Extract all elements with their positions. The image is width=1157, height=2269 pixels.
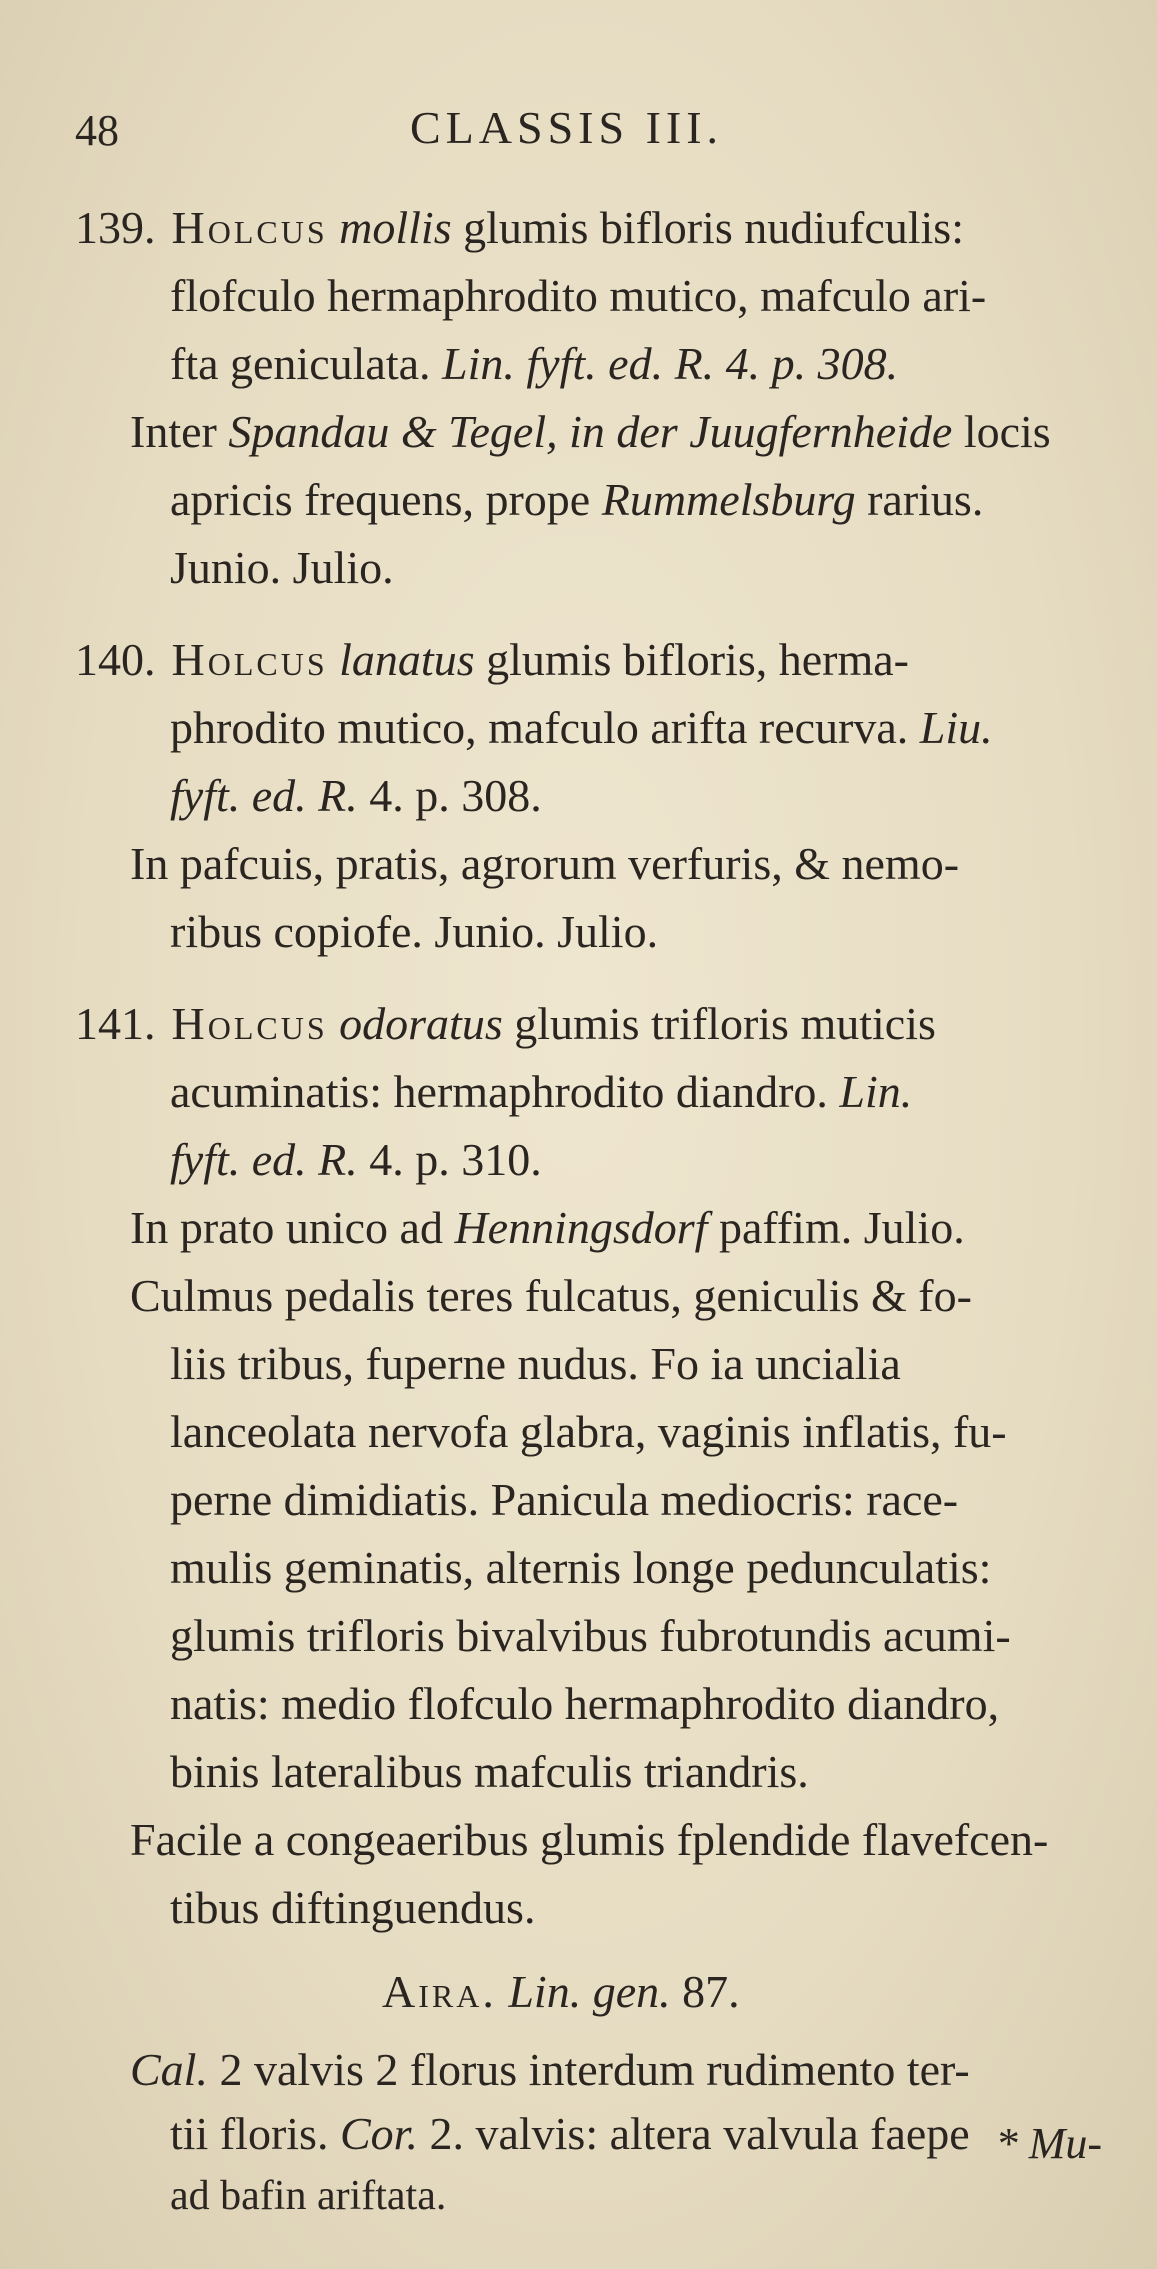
habitat-line: ribus copiofe. Junio. Julio.: [170, 906, 659, 957]
habitat-text: apricis frequens, prope: [170, 474, 591, 525]
entry-number: 139.: [75, 202, 156, 253]
note-line: tibus diftinguendus.: [170, 1882, 536, 1933]
entry-heading: [75, 634, 909, 685]
place-name: Rummelsburg: [601, 474, 856, 525]
diagnosis-line: [170, 702, 993, 753]
running-head: CLASSIS III.: [410, 102, 724, 153]
habitat-line: [170, 474, 984, 525]
note-line: Facile a congeaeribus glumis fplendide flavefcen-: [130, 1814, 1049, 1865]
genus-description-line: [130, 2044, 970, 2095]
calyx-label: Cal.: [130, 2044, 208, 2095]
page-number: 48: [75, 106, 119, 155]
description-line: binis lateralibus mafculis triandris.: [170, 1746, 809, 1797]
entry-number: 141.: [75, 998, 156, 1049]
diagnosis-line: [170, 338, 899, 389]
genus-name: Holcus: [171, 202, 328, 253]
habitat-line: [130, 1202, 965, 1253]
description-line: natis: medio flofculo hermaphrodito diandro,: [170, 1678, 1000, 1729]
genus-name: Holcus: [171, 634, 328, 685]
diagnosis-text: acuminatis: hermaphrodito diandro.: [170, 1066, 828, 1117]
genus-name: Holcus: [171, 998, 328, 1049]
diagnosis-text: phrodito mutico, mafculo arifta recurva.: [170, 702, 909, 753]
species-name: odoratus: [339, 998, 503, 1049]
genus-description-line: ad bafin ariftata.: [170, 2173, 447, 2219]
habitat-text: paffim. Julio.: [718, 1202, 965, 1253]
place-names: Spandau & Tegel, in der Juugfernheide: [228, 406, 953, 457]
habitat-text: rarius.: [867, 474, 984, 525]
description-line: liis tribus, fuperne nudus. Fo ia uncialia: [170, 1338, 901, 1389]
diagnosis-line: flofculo hermaphrodito mutico, mafculo ari-: [170, 270, 987, 321]
genus-heading: [382, 1966, 740, 2017]
reference-line: [170, 770, 542, 821]
reference-text: Liu.: [919, 702, 993, 753]
reference-line: [170, 1134, 542, 1185]
entry-number: 140.: [75, 634, 156, 685]
reference-text: Lin. fyft. ed. R. 4. p. 308.: [442, 338, 899, 389]
description-line: perne dimidiatis. Panicula mediocris: race-: [170, 1474, 959, 1525]
catchword-text: * Mu-: [995, 2119, 1102, 2168]
genus-description-text: tii floris.: [170, 2108, 329, 2159]
description-line: glumis trifloris bivalvibus fubrotundis acumi-: [170, 1610, 1011, 1661]
habitat-text: locis: [963, 406, 1051, 457]
diagnosis-text: glumis bifloris, herma-: [486, 634, 909, 685]
catchword: [996, 2118, 1102, 2169]
description-line: lanceolata nervofa glabra, vaginis inflatis, fu-: [170, 1406, 1007, 1457]
entry-heading: [75, 202, 964, 253]
description-line: Culmus pedalis teres fulcatus, geniculis & fo-: [130, 1270, 972, 1321]
reference-text: Lin.: [839, 1066, 913, 1117]
diagnosis-line: [170, 1066, 913, 1117]
entry-heading: [75, 998, 936, 1049]
diagnosis-text: glumis trifloris muticis: [514, 998, 936, 1049]
genus-heading-reference: Lin. gen.: [508, 1966, 671, 2017]
genus-heading-number: 87.: [682, 1966, 740, 2017]
habitat-text: In prato unico ad: [130, 1202, 443, 1253]
reference-text: fyft. ed. R.: [170, 770, 358, 821]
species-name: mollis: [339, 202, 452, 253]
reference-page: 4. p. 308.: [369, 770, 542, 821]
flowering-time: Junio. Julio.: [170, 542, 394, 593]
description-line: mulis geminatis, alternis longe pedunculatis:: [170, 1542, 992, 1593]
page-header: [0, 95, 1157, 155]
genus-description-text: 2. valvis: altera valvula faepe: [429, 2108, 970, 2159]
diagnosis-text: glumis bifloris nudiufculis:: [463, 202, 964, 253]
reference-text: fyft. ed. R.: [170, 1134, 358, 1185]
species-name: lanatus: [339, 634, 475, 685]
habitat-text: Inter: [130, 406, 217, 457]
reference-page: 4. p. 310.: [369, 1134, 542, 1185]
genus-description-text: 2 valvis 2 florus interdum rudimento ter-: [219, 2044, 970, 2095]
genus-description-line: [170, 2108, 970, 2159]
habitat-line: In pafcuis, pratis, agrorum verfuris, & nemo-: [130, 838, 960, 889]
place-name: Henningsdorf: [454, 1202, 708, 1253]
corolla-label: Cor.: [339, 2108, 418, 2159]
habitat-line: [130, 406, 1051, 457]
diagnosis-text: fta geniculata.: [170, 338, 431, 389]
genus-heading-name: Aira.: [382, 1966, 497, 2017]
